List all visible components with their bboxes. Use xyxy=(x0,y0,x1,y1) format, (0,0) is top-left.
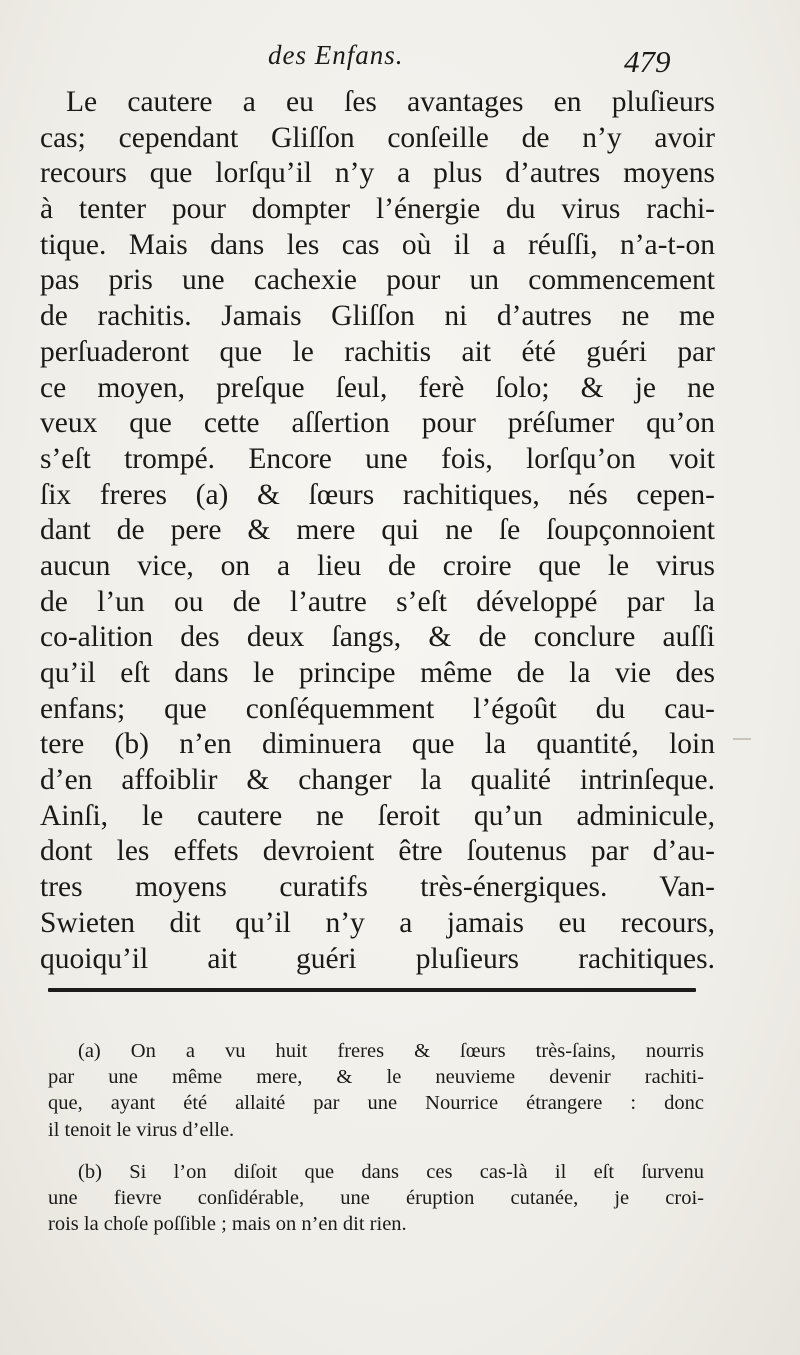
main-text xyxy=(40,85,715,977)
text-line: ſix freres (a) & ſœurs rachitiques, nés cepen- xyxy=(40,478,715,511)
text-line: Le cautere a eu ſes avantages en pluſieurs xyxy=(66,86,715,118)
footnote-b xyxy=(48,1159,704,1238)
footnote-line: il tenoit le virus d’elle. xyxy=(48,1118,235,1141)
text-line: de l’un ou de l’autre s’eſt développé par la xyxy=(40,585,715,618)
footnote-line: (b) Si l’on diſoit que dans ces cas-là il eſt ſurvenu xyxy=(78,1160,704,1183)
text-line: Swieten dit qu’il n’y a jamais eu recours, xyxy=(40,906,715,939)
footnote-rule xyxy=(48,988,696,992)
text-line: veux que cette aſſertion pour préſumer qu’on xyxy=(40,407,715,440)
text-line: co-alition des deux ſangs, & de conclure auſſi xyxy=(40,621,715,654)
footnote-a xyxy=(48,1038,704,1143)
footnote-line: (a) On a vu huit freres & ſœurs très-ſains, nourris xyxy=(78,1040,704,1062)
text-line: dont les effets devroient être ſoutenus par d’au- xyxy=(40,835,715,868)
text-line: aucun vice, on a lieu de croire que le virus xyxy=(40,549,715,582)
text-line: qu’il eſt dans le principe même de la vie des xyxy=(40,657,715,689)
text-line: perſuaderont que le rachitis ait été guéri par xyxy=(40,335,715,368)
margin-mark xyxy=(733,738,751,740)
text-line: à tenter pour dompter l’énergie du virus rachi- xyxy=(40,193,715,226)
page-number: 479 xyxy=(624,44,671,79)
text-line: ce moyen, preſque ſeul, ferè ſolo; & je ne xyxy=(40,371,715,404)
text-line: d’en affoiblir & changer la qualité intrinſeque. xyxy=(40,764,715,797)
text-line: tere (b) n’en diminuera que la quantité, loin xyxy=(40,728,715,761)
footnote-line: que, ayant été allaité par une Nourrice étrangere : donc xyxy=(48,1092,704,1115)
text-line: s’eſt trompé. Encore une fois, lorſqu’on voit xyxy=(40,442,715,475)
text-line: enfans; que conſéquemment l’égoût du cau- xyxy=(40,692,715,725)
text-line: Ainſi, le cautere ne ſeroit qu’un adminicule, xyxy=(40,799,715,832)
footnote-line: rois la choſe poſſible ; mais on n’en dit rien. xyxy=(48,1213,407,1236)
text-line: quoiqu’il ait guéri pluſieurs rachitiques. xyxy=(40,942,715,975)
text-line: cas; cependant Gliſſon conſeille de n’y avoir xyxy=(40,121,715,154)
text-line: de rachitis. Jamais Gliſſon ni d’autres ne me xyxy=(40,300,715,333)
text-line: tres moyens curatifs très-énergiques. Van- xyxy=(40,871,715,904)
text-line: tique. Mais dans les cas où il a réuſſi, n’a-t-on xyxy=(40,228,715,261)
footnote-line: une fievre conſidérable, une éruption cutanée, je croi- xyxy=(48,1186,704,1209)
footnotes xyxy=(48,1038,704,1237)
text-line: recours que lorſqu’il n’y a plus d’autres moyens xyxy=(40,157,715,190)
text-line: pas pris une cachexie pour un commencement xyxy=(40,264,715,297)
text-line: dant de pere & mere qui ne ſe ſoupçonnoient xyxy=(40,514,715,547)
running-title: des Enfans. xyxy=(268,40,404,70)
footnote-line: par une même mere, & le neuvieme devenir rachiti- xyxy=(48,1066,704,1089)
